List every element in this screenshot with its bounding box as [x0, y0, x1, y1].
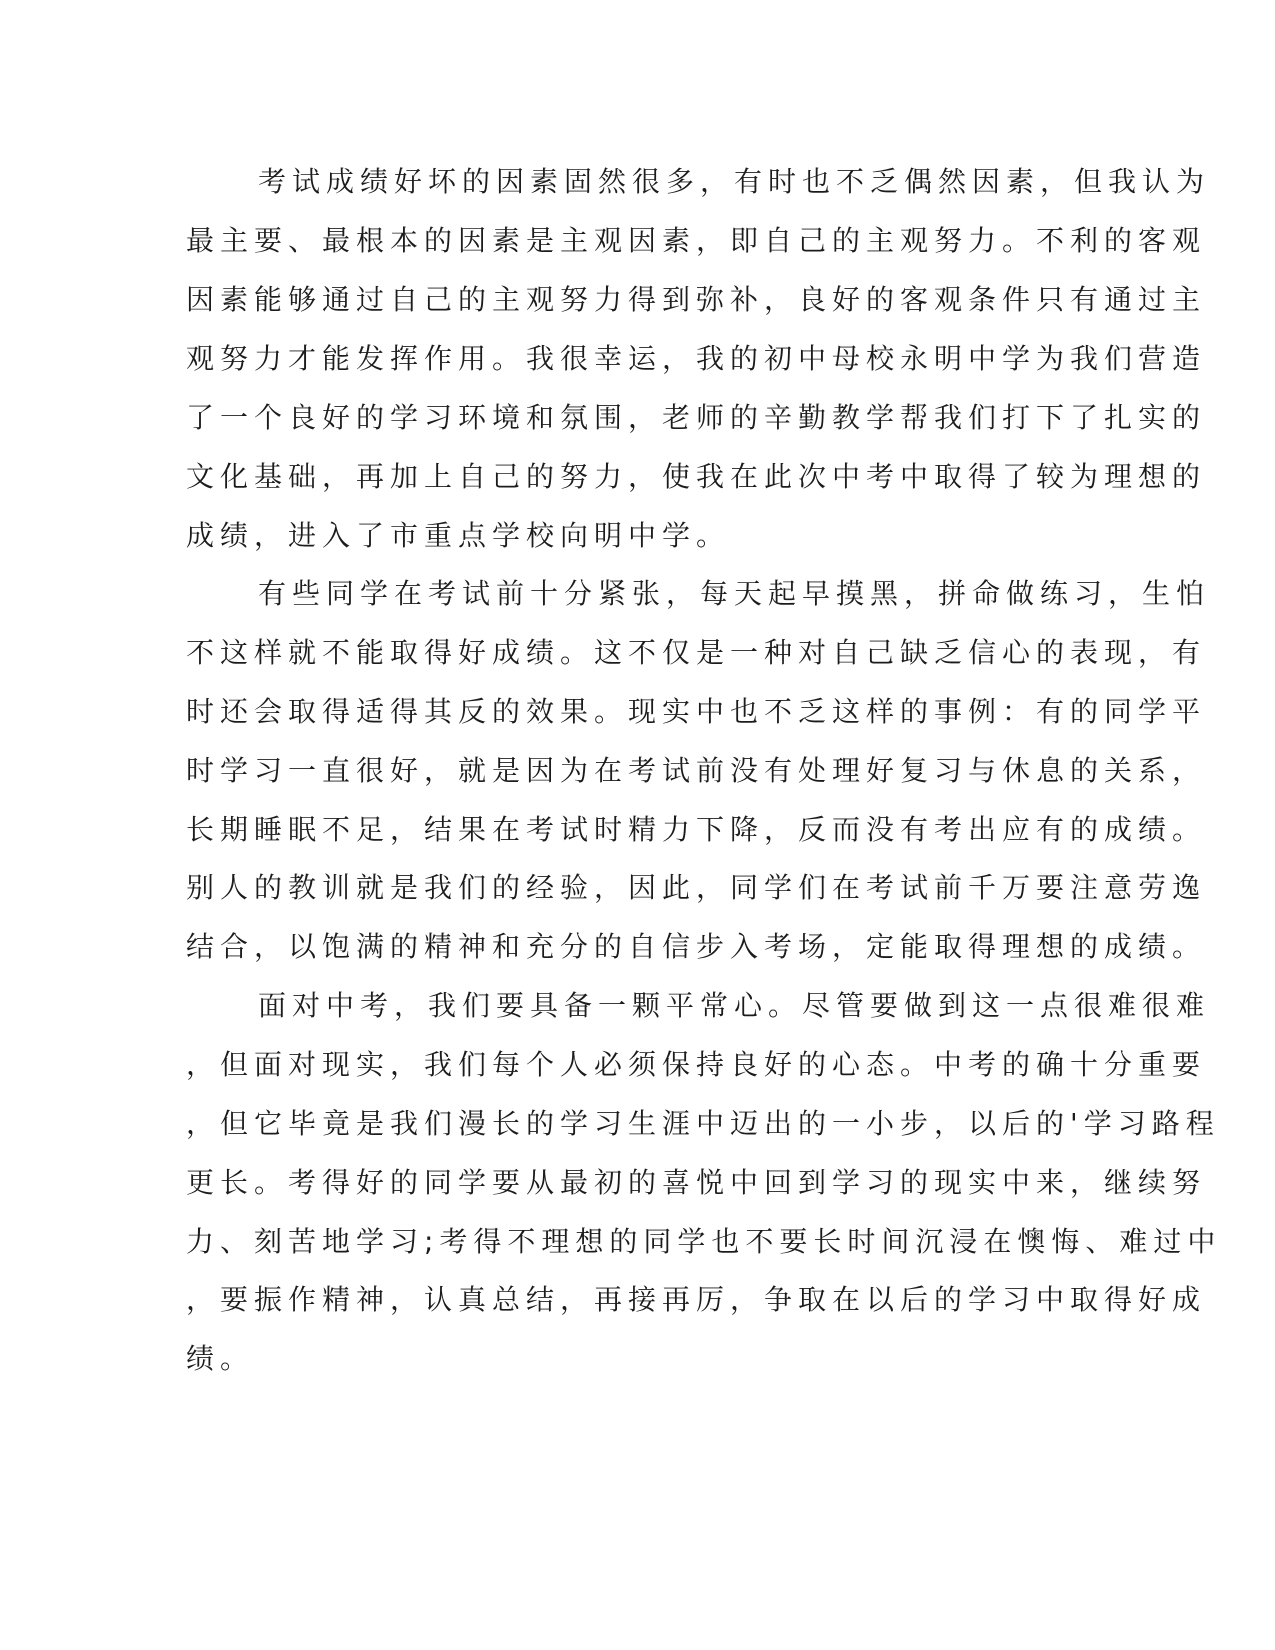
paragraph-2-line-5: 长期睡眠不足，结果在考试时精力下降，反而没有考出应有的成绩。	[186, 813, 1207, 846]
paragraph-2-line-2: 不这样就不能取得好成绩。这不仅是一种对自己缺乏信心的表现，有	[186, 636, 1207, 669]
paragraph-2-line-4: 时学习一直很好，就是因为在考试前没有处理好复习与休息的关系，	[186, 754, 1207, 787]
paragraph-3-line-7: 绩。	[186, 1342, 255, 1375]
paragraph-3-line-5: 力、刻苦地学习;考得不理想的同学也不要长时间沉浸在懊悔、难过中	[186, 1225, 1222, 1258]
paragraph-1-line-5: 了一个良好的学习环境和氛围，老师的辛勤教学帮我们打下了扎实的	[186, 401, 1207, 434]
paragraph-1-line-3: 因素能够通过自己的主观努力得到弥补，良好的客观条件只有通过主	[186, 283, 1207, 316]
paragraph-2-line-6: 别人的教训就是我们的经验，因此，同学们在考试前千万要注意劳逸	[186, 871, 1207, 904]
paragraph-1-line-2: 最主要、最根本的因素是主观因素，即自己的主观努力。不利的客观	[186, 224, 1207, 257]
paragraph-3-line-6: ，要振作精神，认真总结，再接再厉，争取在以后的学习中取得好成	[186, 1283, 1207, 1316]
paragraph-1-line-4: 观努力才能发挥作用。我很幸运，我的初中母校永明中学为我们营造	[186, 342, 1207, 375]
paragraph-3-line-2: ，但面对现实，我们每个人必须保持良好的心态。中考的确十分重要	[186, 1048, 1207, 1081]
paragraph-3-line-1: 面对中考，我们要具备一颗平常心。尽管要做到这一点很难很难	[258, 989, 1211, 1022]
paragraph-2-line-3: 时还会取得适得其反的效果。现实中也不乏这样的事例：有的同学平	[186, 695, 1207, 728]
paragraph-3-line-4: 更长。考得好的同学要从最初的喜悦中回到学习的现实中来，继续努	[186, 1166, 1207, 1199]
paragraph-1-line-1: 考试成绩好坏的因素固然很多，有时也不乏偶然因素，但我认为	[258, 165, 1211, 198]
paragraph-1-line-7: 成绩，进入了市重点学校向明中学。	[186, 519, 731, 552]
paragraph-2-line-1: 有些同学在考试前十分紧张，每天起早摸黑，拼命做练习，生怕	[258, 577, 1211, 610]
paragraph-1-line-6: 文化基础，再加上自己的努力，使我在此次中考中取得了较为理想的	[186, 460, 1207, 493]
paragraph-2-line-7: 结合，以饱满的精神和充分的自信步入考场，定能取得理想的成绩。	[186, 930, 1207, 963]
paragraph-3-line-3: ，但它毕竟是我们漫长的学习生涯中迈出的一小步，以后的'学习路程	[186, 1107, 1220, 1140]
